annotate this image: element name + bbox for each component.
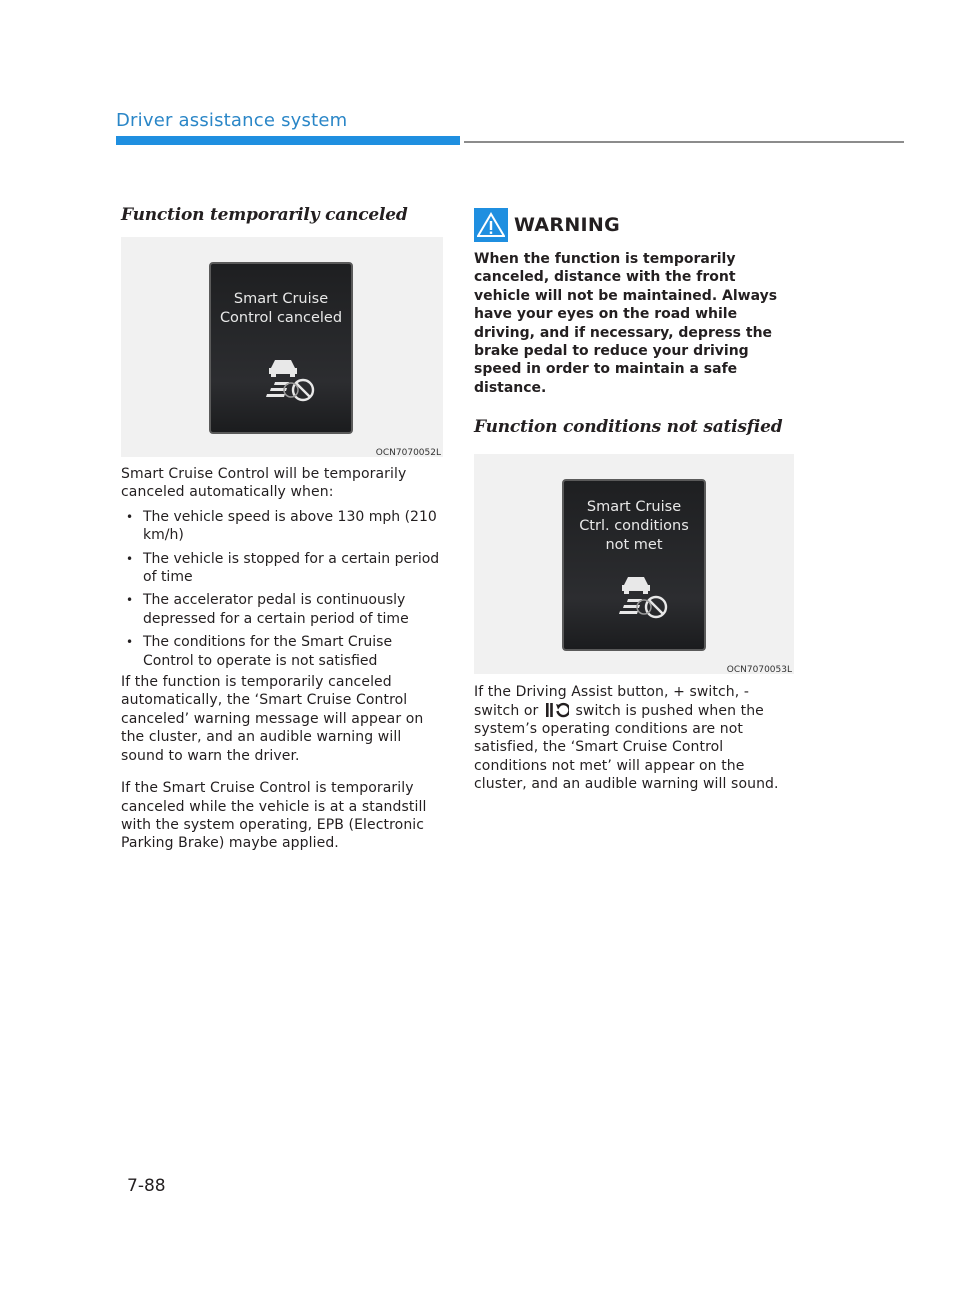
intro-text: Smart Cruise Control will be temporarily canceled automatically when:	[121, 466, 407, 501]
cluster-screen	[562, 479, 706, 651]
left-column	[121, 205, 446, 853]
figure-not-met	[474, 454, 794, 674]
paragraph-start: If the Driving Assist button, + switch, - switch or	[474, 684, 750, 719]
figure-code: OCN7070052L	[375, 448, 441, 458]
header-accent-bar	[116, 136, 460, 145]
figure-canceled	[121, 237, 443, 457]
warning-title: WARNING	[514, 214, 621, 236]
cruise-resume-switch-icon	[545, 702, 569, 718]
screen-line: not met	[605, 537, 663, 554]
header-rule	[464, 141, 904, 143]
warning-icon	[474, 208, 508, 242]
header-title: Driver assistance system	[116, 110, 348, 131]
page-number: 7-88	[127, 1176, 166, 1196]
list-item: • The vehicle speed is above 130 mph (210 km/h)	[121, 508, 446, 545]
cluster-screen	[209, 262, 353, 434]
figure-code: OCN7070053L	[726, 665, 792, 676]
paragraph	[474, 683, 796, 793]
screen-line: Ctrl. conditions	[579, 518, 689, 535]
warning-header	[474, 208, 796, 242]
list-item: • The vehicle is stopped for a certain period of time	[121, 550, 446, 587]
screen-line: Smart Cruise	[586, 499, 682, 516]
section-heading-not-satisfied: Function conditions not satisfied	[474, 417, 783, 438]
scc-not-met-icon	[610, 569, 672, 621]
paragraph: If the Smart Cruise Control is temporarily canceled while the vehicle is at a standstill with the system operating, EPB (Electronic Parking Brake) maybe applied.	[121, 780, 427, 852]
warning-text: When the function is temporarily canceled, distance with the front vehicle will not be maintained. Always have your eyes on the road while driving, and if necessary, depress the brake pedal to reduce your driving speed in order to maintain a safe distance.	[474, 251, 778, 396]
list-item: • The accelerator pedal is continuously depressed for a certain period of time	[121, 591, 446, 628]
list-item: • The conditions for the Smart Cruise Control to operate is not satisfied	[121, 633, 446, 670]
paragraph-end: switch is pushed when the system’s operating conditions are not satisfied, the ‘Smart Cruise Control conditions not met’ will appear on the cluster, and an audible warning will sound.	[474, 702, 779, 793]
cancel-conditions-list	[121, 508, 446, 670]
screen-line: Control canceled	[219, 310, 343, 326]
right-column	[474, 208, 796, 794]
scc-canceled-icon	[257, 352, 319, 404]
section-heading-canceled: Function temporarily canceled	[121, 205, 408, 225]
screen-line: Smart Cruise	[233, 291, 329, 307]
paragraph: If the function is temporarily canceled automatically, the ‘Smart Cruise Control canceled’ warning message will appear on the cluster, and an audible warning will sound to warn the driver.	[121, 674, 424, 764]
